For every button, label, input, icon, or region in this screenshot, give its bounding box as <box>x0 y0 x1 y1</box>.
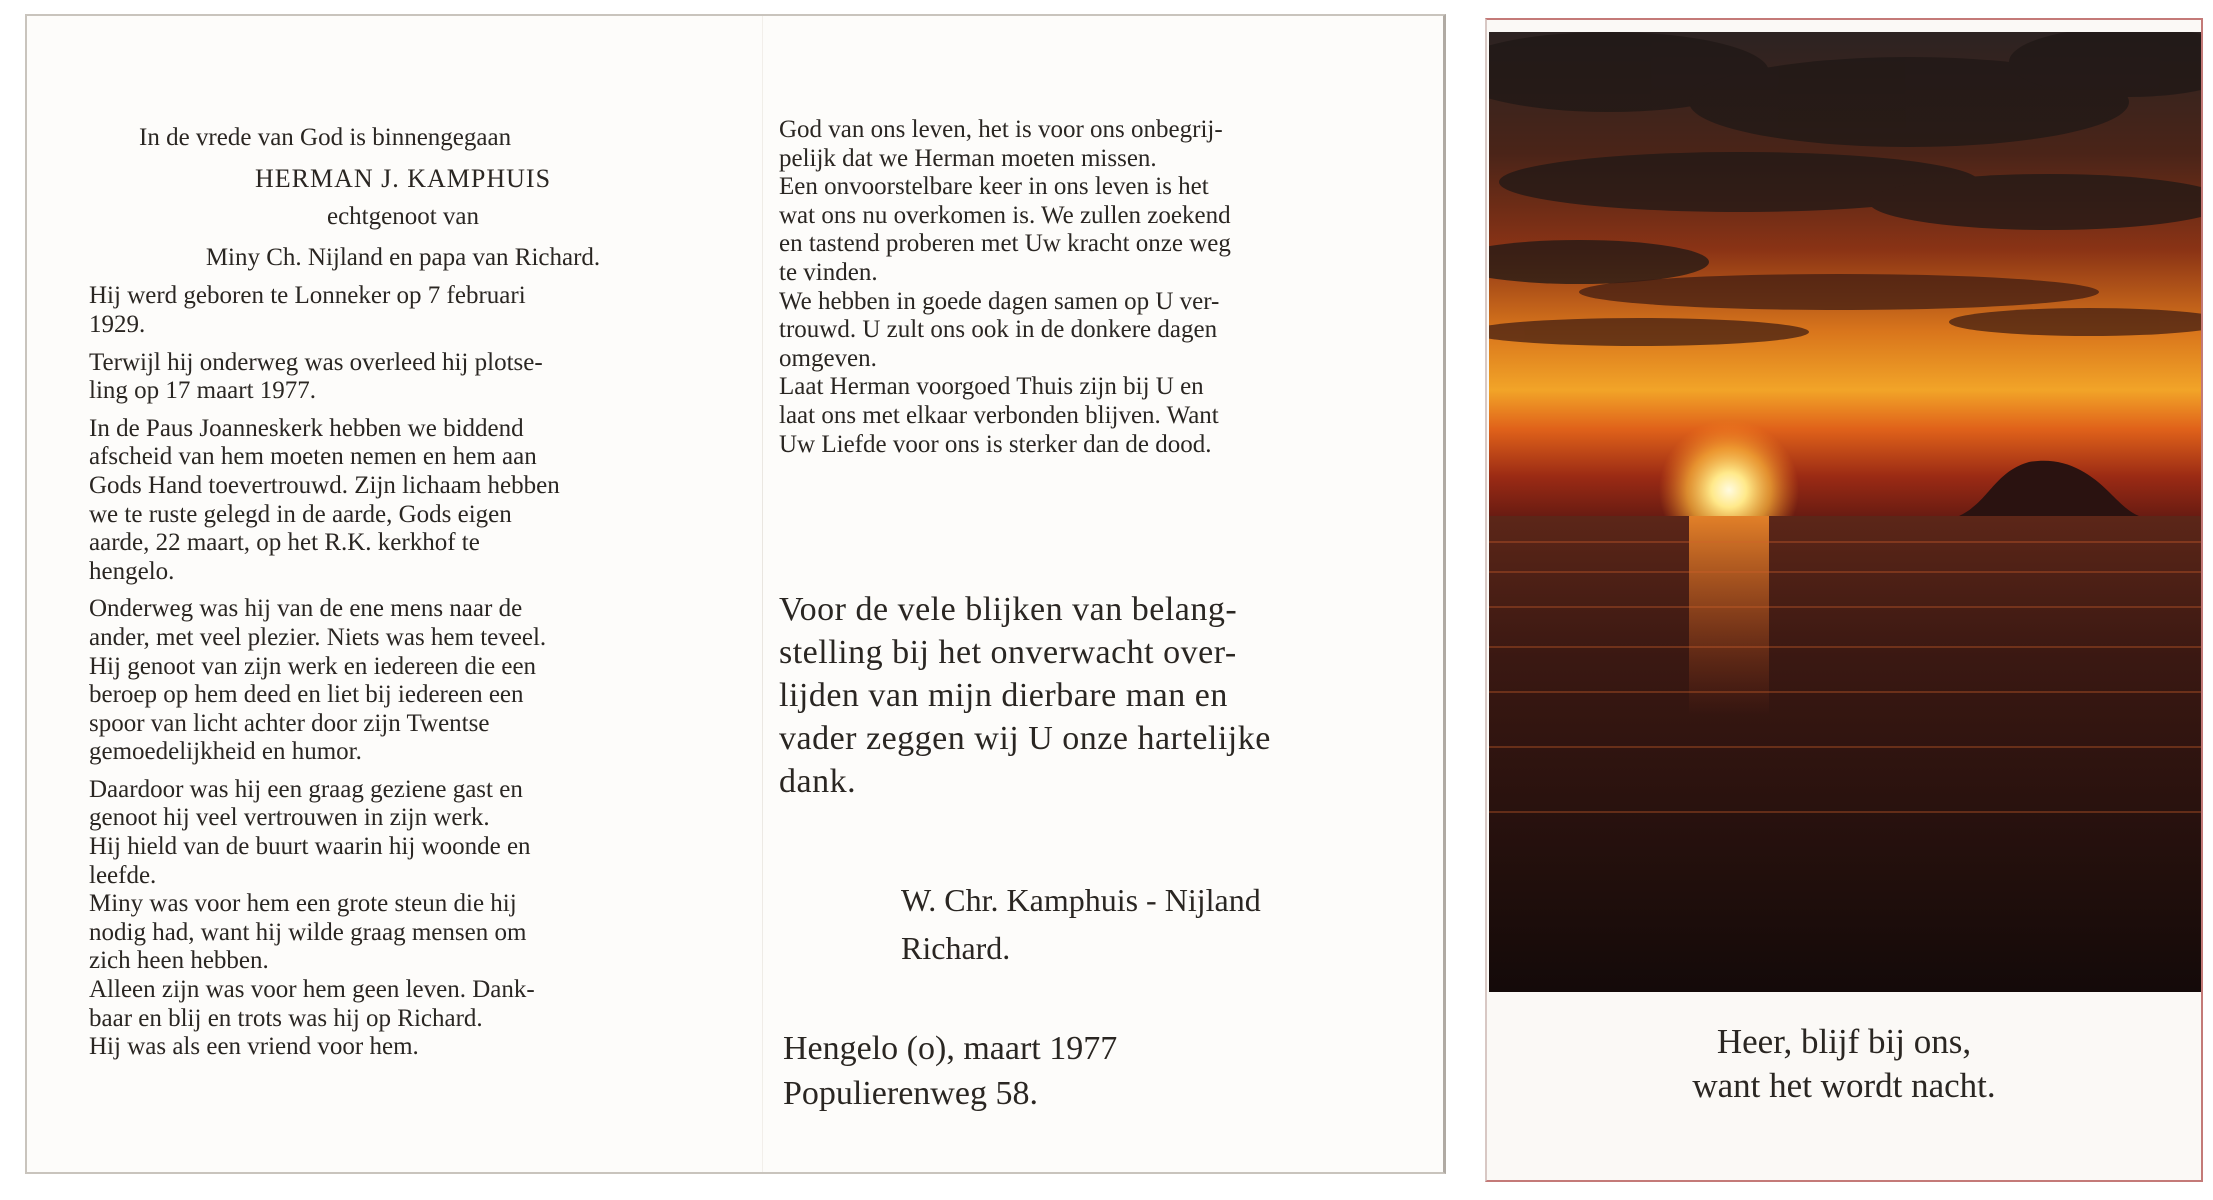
address-block <box>783 1026 1117 1116</box>
photo-caption <box>1487 1020 2201 1108</box>
signature-line: Richard. <box>901 930 1011 966</box>
text-line: wat ons nu overkomen is. We zullen zoekend <box>779 201 1231 229</box>
text-line: Hij hield van de buurt waarin hij woonde en <box>89 833 531 861</box>
text-line: afscheid van hem moeten nemen en hem aan <box>89 443 537 471</box>
prayer-column <box>779 116 1391 1112</box>
address-line: Populierenweg 58. <box>783 1075 1038 1112</box>
text-line: omgeven. <box>779 344 877 372</box>
text-line: nodig had, want hij wilde graag mensen om <box>89 918 527 946</box>
text-line: spoor van licht achter door zijn Twentse <box>89 709 490 737</box>
text-line: Alleen zijn was voor hem geen leven. Dank- <box>89 976 535 1004</box>
text-line: Miny was voor hem een grote steun die hij <box>89 890 517 918</box>
text-line: leefde. <box>89 861 157 889</box>
text-line: Voor de vele blijken van belang- <box>779 591 1238 628</box>
text-line: Onderweg was hij van de ene mens naar de <box>89 595 523 623</box>
obituary-column <box>89 124 717 1062</box>
text-line: Hij genoot van zijn werk en iedereen die een <box>89 652 537 680</box>
text-line: genoot hij veel vertrouwen in zijn werk. <box>89 804 490 832</box>
death-paragraph <box>89 349 717 406</box>
text-line: dank. <box>779 763 857 800</box>
life-paragraph <box>89 595 717 767</box>
funeral-paragraph <box>89 415 717 587</box>
text-line: gemoedelijkheid en humor. <box>89 738 362 766</box>
signature-block <box>901 876 1261 972</box>
fold-line <box>762 16 763 1172</box>
text-line: pelijk dat we Herman moeten missen. <box>779 144 1157 172</box>
text-line: zich heen hebben. <box>89 947 269 975</box>
birth-paragraph <box>89 282 717 339</box>
caption-line: Heer, blijf bij ons, <box>1716 1022 1972 1061</box>
text-line: Een onvoorstelbare keer in ons leven is het <box>779 173 1209 201</box>
text-line: Uw Liefde voor ons is sterker dan de dood. <box>779 430 1212 458</box>
spouse-of-line: echtgenoot van <box>326 203 480 231</box>
sunset-photo <box>1489 32 2201 992</box>
text-line: Hij werd geboren te Lonneker op 7 februari <box>89 282 526 310</box>
family-line: Miny Ch. Nijland en papa van Richard. <box>205 243 601 271</box>
memorial-card-inner <box>25 14 1446 1174</box>
text-line: ling op 17 maart 1977. <box>89 377 317 405</box>
text-line: beroep op hem deed en liet bij iedereen een <box>89 681 524 709</box>
text-line: we te ruste gelegd in de aarde, Gods eigen <box>89 500 512 528</box>
text-line: trouwd. U zult ons ook in de donkere dagen <box>779 316 1218 344</box>
text-line: hengelo. <box>89 557 175 585</box>
text-line: ander, met veel plezier. Niets was hem teveel. <box>89 623 547 651</box>
photo-card <box>1485 18 2203 1182</box>
sunset-image <box>1489 32 2201 992</box>
text-line: Hij was als een vriend voor hem. <box>89 1033 419 1061</box>
text-line: God van ons leven, het is voor ons onbegrij- <box>779 116 1223 143</box>
thanks-text <box>779 588 1391 803</box>
text-line: Laat Herman voorgoed Thuis zijn bij U en <box>779 373 1204 401</box>
place-date-line: Hengelo (o), maart 1977 <box>783 1030 1118 1067</box>
text-line: te vinden. <box>779 258 878 286</box>
text-line: Gods Hand toevertrouwd. Zijn lichaam hebben <box>89 471 560 499</box>
text-line: 1929. <box>89 310 146 338</box>
text-line: vader zeggen wij U onze hartelijke <box>779 720 1271 757</box>
text-line: We hebben in goede dagen samen op U ver- <box>779 287 1220 315</box>
text-line: aarde, 22 maart, op het R.K. kerkhof te <box>89 529 480 557</box>
text-line: In de Paus Joanneskerk hebben we biddend <box>89 414 524 442</box>
text-line: lijden van mijn dierbare man en <box>779 677 1228 714</box>
caption-line: want het wordt nacht. <box>1692 1066 1996 1105</box>
signature-line: W. Chr. Kamphuis - Nijland <box>901 882 1261 918</box>
prayer-text <box>779 116 1391 459</box>
text-line: laat ons met elkaar verbonden blijven. Want <box>779 401 1219 429</box>
text-line: en tastend proberen met Uw kracht onze weg <box>779 230 1231 258</box>
text-line: stelling bij het onverwacht over- <box>779 634 1237 671</box>
text-line: Terwijl hij onderweg was overleed hij plotse- <box>89 348 543 376</box>
deceased-name: HERMAN J. KAMPHUIS <box>254 163 552 193</box>
text-line: baar en blij en trots was hij op Richard. <box>89 1004 483 1032</box>
text-line: Daardoor was hij een graag geziene gast en <box>89 775 523 803</box>
intro-line: In de vrede van God is binnengegaan <box>139 124 512 151</box>
character-paragraph <box>89 776 717 1062</box>
